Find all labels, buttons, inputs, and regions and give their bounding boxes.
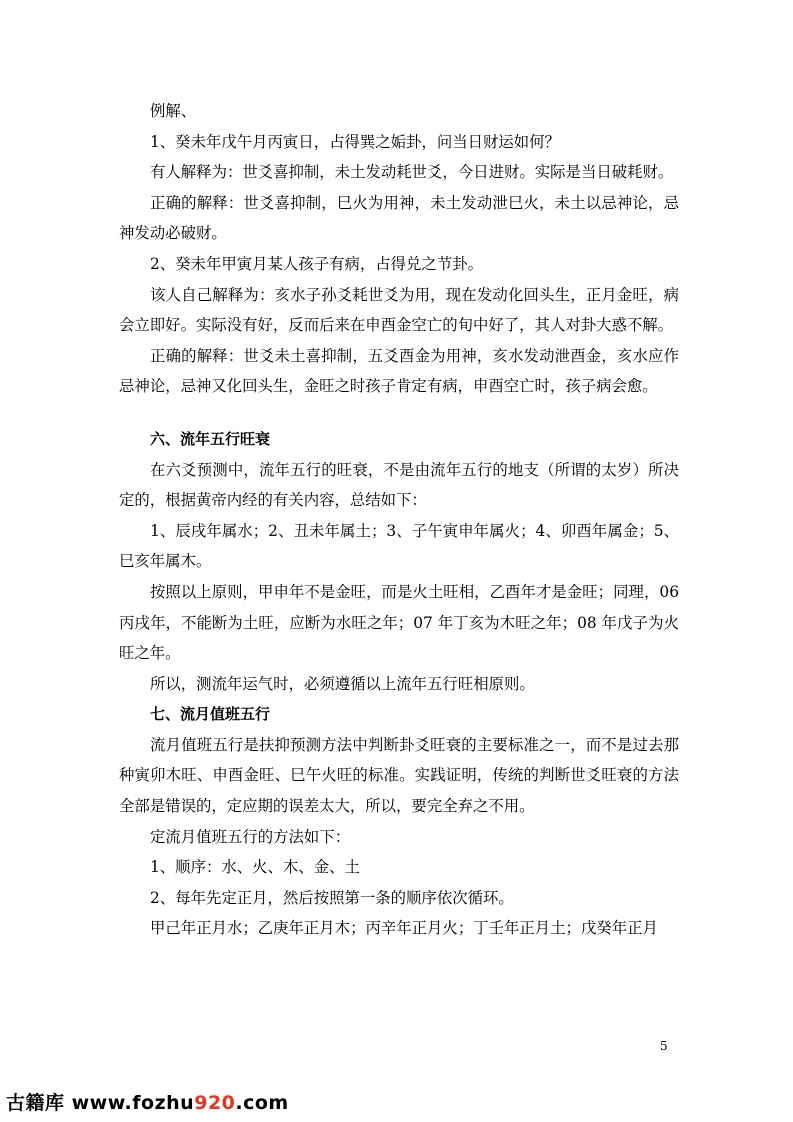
paragraph: 定流月值班五行的方法如下： (150, 827, 351, 846)
paragraph: 该人自己解释为：亥水子孙爻耗世爻为用，现在发动化回头生，正月金旺，病会立即好。实际没有好，反而后来在申酉金空亡的旬中好了，其人对卦大惑不解。 (119, 285, 679, 335)
paragraph: 所以，测流年运气时，必须遵循以上流年五行旺相原则。 (150, 674, 535, 693)
paragraph: 甲己年正月水；乙庚年正月木；丙辛年正月火；丁壬年正月土；戊癸年正月 (150, 919, 658, 938)
paragraph: 1、癸未年戊午月丙寅日，占得巽之姤卦，问当日财运如何？ (150, 132, 560, 151)
watermark-suffix: .com (235, 1092, 289, 1114)
section-heading-seven: 七、流月值班五行 (150, 705, 271, 724)
section-spacer (119, 402, 679, 424)
watermark-number: 920 (194, 1092, 236, 1114)
paragraph: 流月值班五行是扶抑预测方法中判断卦爻旺衰的主要标准之一，而不是过去那种寅卯木旺、申酉金旺、巳午火旺的标准。实践证明，传统的判断世爻旺衰的方法全部是错误的，定应期的误差太大，所以，要完全弃之不用。 (119, 735, 679, 816)
paragraph: 正确的解释：世爻未土喜抑制，五爻酉金为用神，亥水发动泄酉金，亥水应作忌神论，忌神又化回头生，金旺之时孩子肯定有病，申酉空亡时，孩子病会愈。 (119, 346, 679, 396)
site-watermark (6, 1088, 289, 1115)
paragraph: 1、顺序：水、火、木、金、土 (150, 858, 360, 877)
page-number: 5 (660, 1039, 668, 1053)
paragraph: 按照以上原则，甲申年不是金旺，而是火土旺相，乙酉年才是金旺；同理，06 丙戌年，不能断为土旺，应断为水旺之年；07 年丁亥为木旺之年；08 年戊子为火旺之年。 (119, 582, 679, 663)
section-heading-six: 六、流年五行旺衰 (150, 429, 271, 448)
paragraph: 2、癸未年甲寅月某人孩子有病，占得兑之节卦。 (150, 254, 483, 273)
paragraph: 正确的解释：世爻喜抑制，巳火为用神，未土发动泄巳火，未土以忌神论，忌神发动必破财。 (119, 193, 679, 243)
paragraph: 有人解释为：世爻喜抑制，未土发动耗世爻，今日进财。实际是当日破耗财。 (150, 163, 674, 182)
paragraph: 在六爻预测中，流年五行的旺衰，不是由流年五行的地支（所谓的太岁）所决定的，根据黄帝内经的有关内容，总结如下： (119, 460, 679, 510)
document-body (119, 96, 679, 944)
paragraph: 例解、 (150, 102, 197, 120)
watermark-prefix: 古籍库 www.fozhu (6, 1092, 195, 1114)
paragraph: 1、辰戌年属水；2、丑未年属土；3、子午寅申年属火；4、卯酉年属金；5、巳亥年属木。 (119, 521, 679, 571)
paragraph: 2、每年先定正月，然后按照第一条的顺序依次循环。 (150, 888, 514, 907)
